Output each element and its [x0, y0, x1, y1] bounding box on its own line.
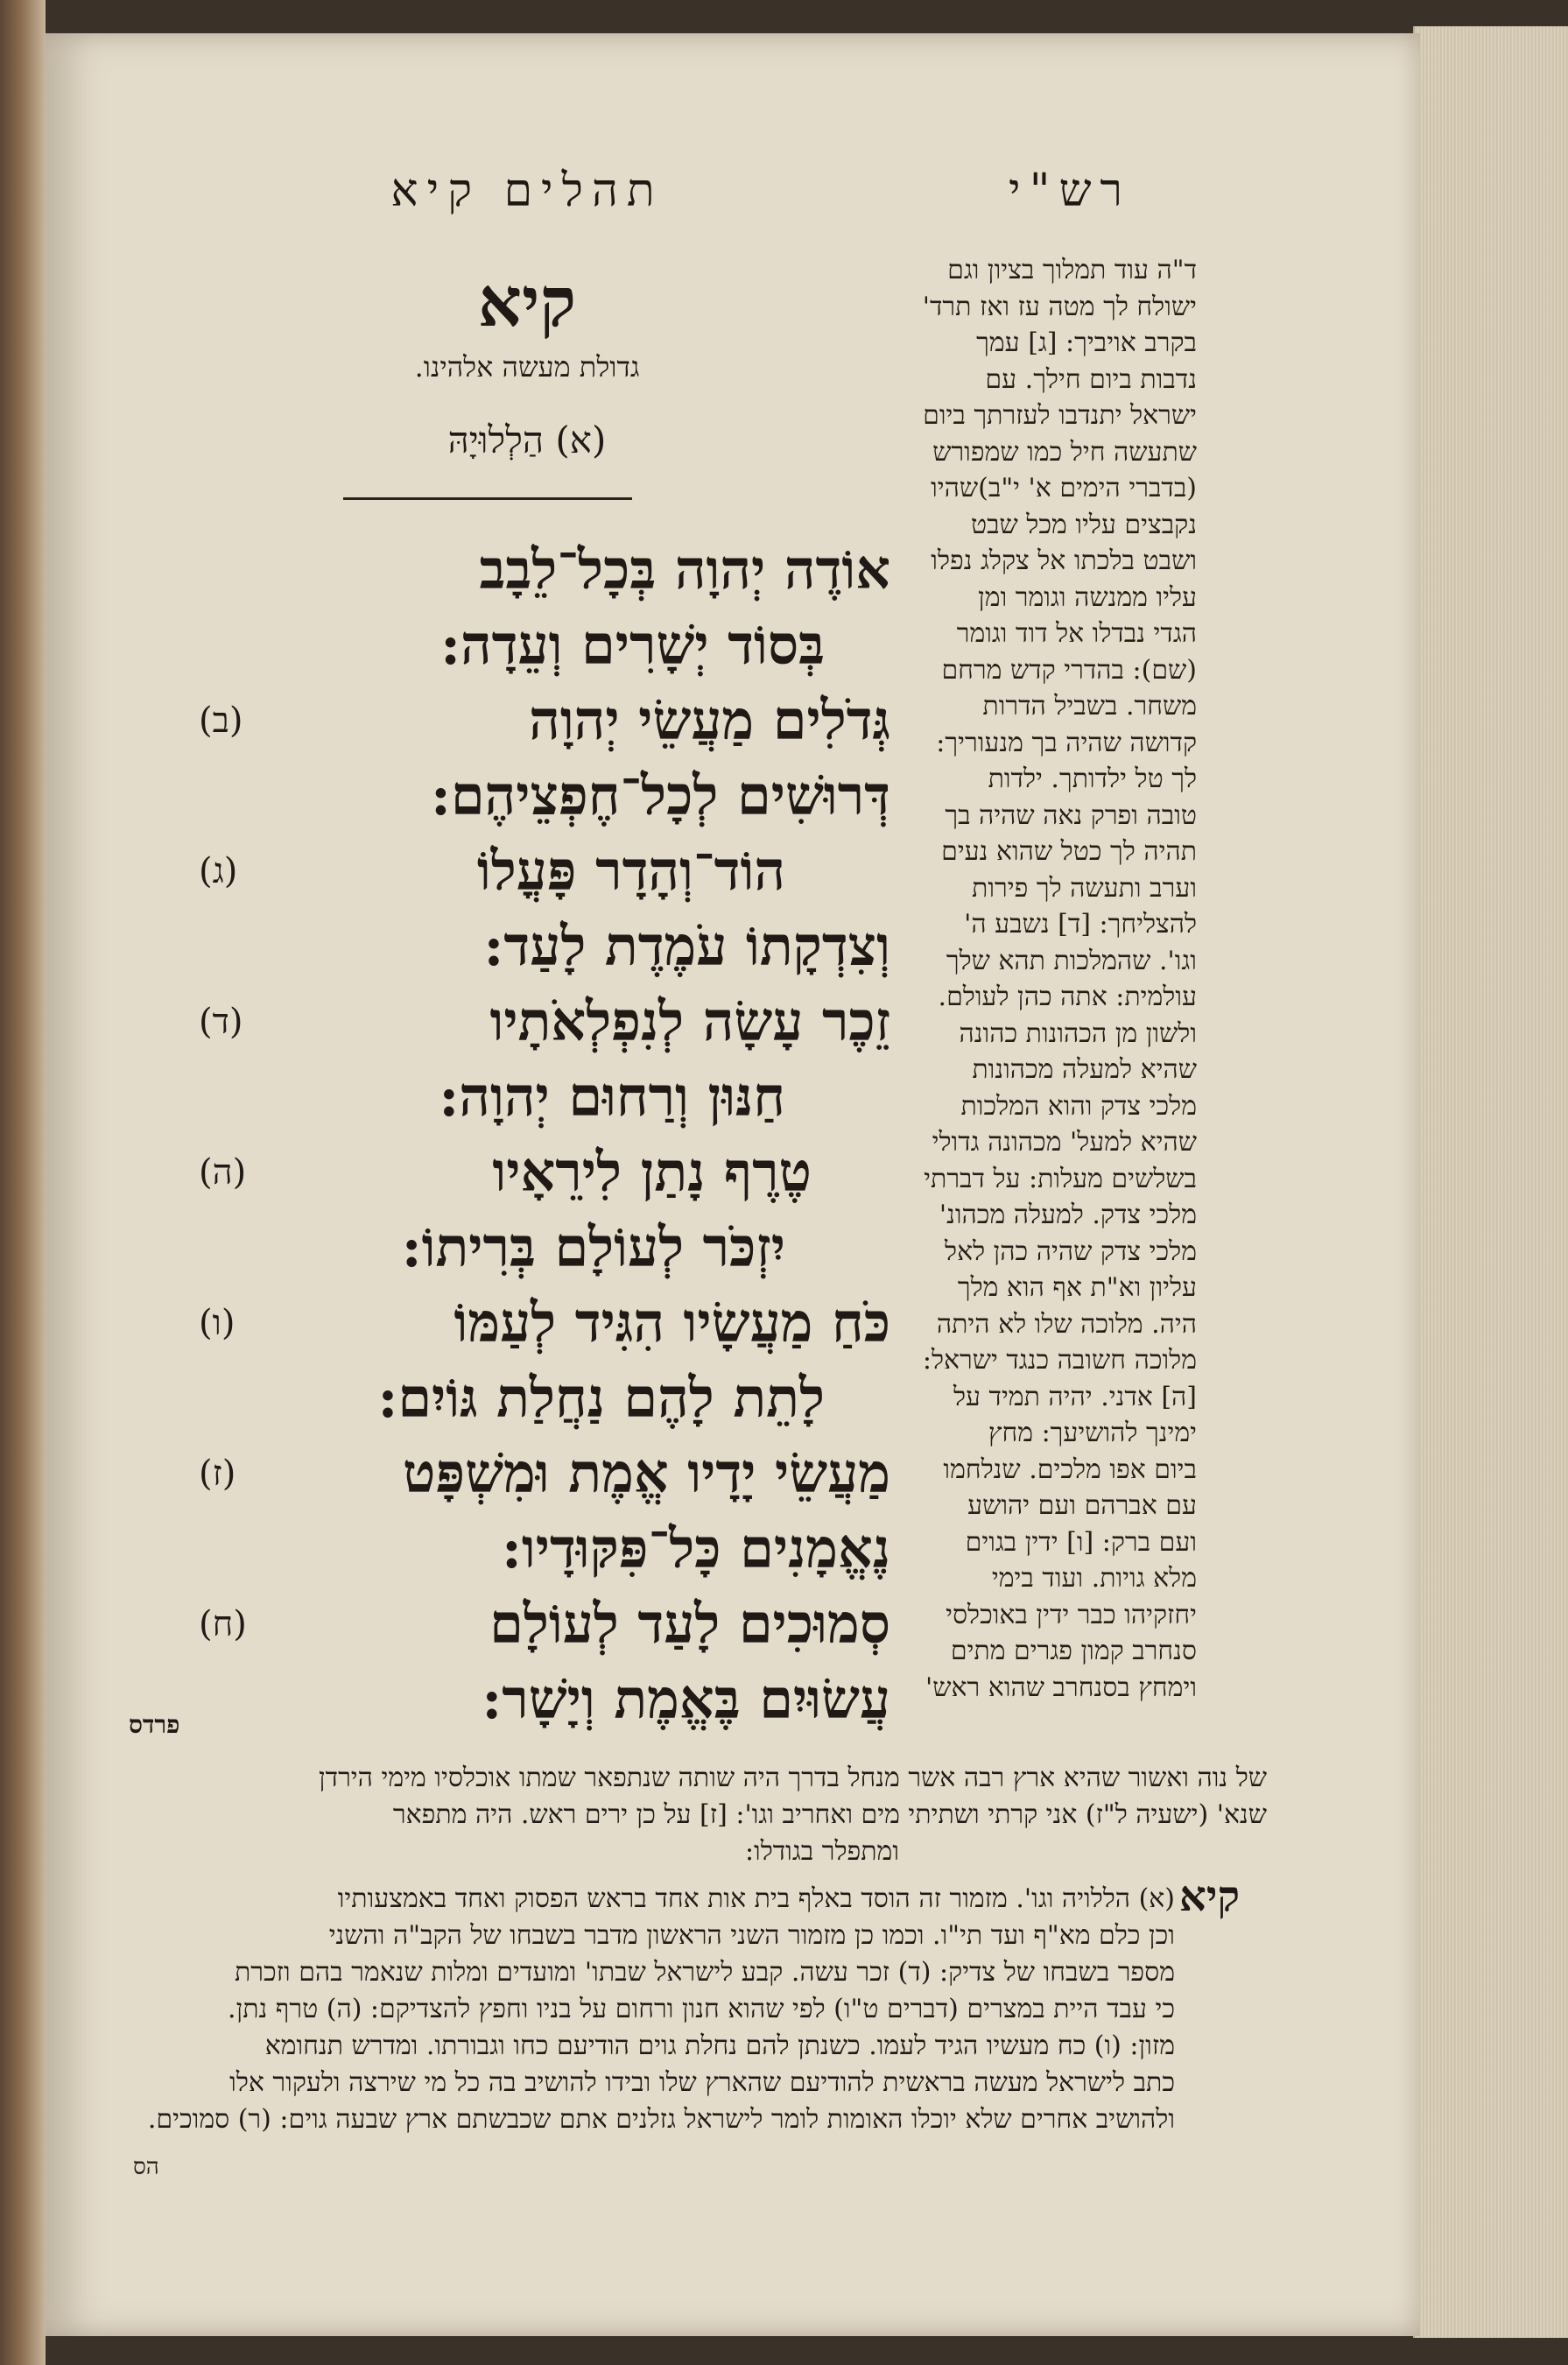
page-signature: הס	[133, 2154, 159, 2180]
verse-text: סְמוּכִים לָעַד לְעוֹלָם	[489, 1592, 890, 1656]
commentary-line: ועם ברק: [ו] ידין בגוים	[965, 1526, 1197, 1558]
verse-line	[199, 1285, 890, 1361]
verse-number: (ב)	[199, 700, 243, 741]
commentary-line: שתעשה חיל כמו שמפורש	[932, 436, 1197, 468]
commentary-line: מלכי צדק שהיה כהן לאל	[945, 1235, 1197, 1267]
commentary-line: ולהושיב אחרים שלא יוכלו האומות לומר לישראל גזלנים אתם שכבשתם ארץ שבעה גוים: (ר) סמוכים.	[147, 2104, 1175, 2135]
page-header-title: תהלים קיא	[390, 165, 664, 217]
verse-text: כֹּחַ מַעֲשָׂיו הִגִּיד לְעַמּוֹ	[454, 1291, 890, 1355]
commentary-line: היה. מלוכה שלו לא היתה	[936, 1308, 1197, 1340]
verse-number: (ז)	[199, 1453, 236, 1494]
commentary-line: מספר בשבחו של צדיק: (ד) זכר עשה. קבע לישראל שבתו' ומועדים ומלות שנאמר בהם וזכרת	[234, 1957, 1175, 1988]
commentary-line: (שם): בהדרי קדש מרחם	[941, 654, 1197, 686]
verse-line	[199, 683, 890, 758]
commentary-line: עליו ממנשה וגומר ומן	[978, 581, 1197, 613]
opening-word	[299, 419, 755, 462]
verse-line	[199, 909, 890, 984]
verse-line	[199, 532, 890, 608]
opening-text: הַלְלוּיָהּ	[447, 419, 545, 461]
verse-line	[199, 758, 890, 834]
verse-number: (ג)	[199, 851, 238, 891]
verse-line	[199, 608, 890, 683]
verse-text: חַנּוּן וְרַחוּם יְהוָה:	[439, 1065, 785, 1129]
commentary-line: עם אברהם ועם יהושע	[967, 1490, 1197, 1521]
verse-number: (ח)	[199, 1604, 247, 1644]
psalm-number: קיא	[477, 263, 577, 342]
verse-line	[199, 1511, 890, 1587]
commentary-line: [ה] אדני. יהיה תמיד על	[953, 1381, 1197, 1412]
verse-text: גְּדֹלִים מַעֲשֵׂי יְהוָה	[529, 688, 890, 752]
commentary-chapter-label: קיא	[1179, 1872, 1241, 1921]
page-edges	[1413, 26, 1568, 2338]
commentary-line: של נוה ואשור שהיא ארץ רבה אשר מנחל בדרך היה שותה שנתפאר שמתו אוכלסיו מימי הירדן	[319, 1763, 1267, 1793]
verse-line	[199, 1587, 890, 1662]
commentary-line: נקבצים עליו מכל שבט	[970, 509, 1197, 540]
commentary-line: טובה ופרק נאה שהיה בך	[945, 799, 1197, 831]
commentary-line: וימחץ בסנחרב שהוא ראש'	[925, 1672, 1197, 1703]
verse-block	[199, 532, 890, 1737]
commentary-line: עולמית: אתה כהן לעולם.	[938, 982, 1197, 1012]
verse-text: דְּרוּשִׁים לְכָל־חֶפְצֵיהֶם:	[430, 764, 890, 827]
verse-number: (ד)	[199, 1002, 243, 1042]
commentary-line: מלוכה חשובה כנגד ישראל:	[922, 1345, 1197, 1376]
commentary-line: ימינך להושיעך: מחץ	[988, 1418, 1197, 1448]
pardes-label: פרדס	[129, 1710, 180, 1739]
book-spine	[0, 0, 46, 2365]
commentary-line: ישולח לך מטה עז ואז תרד'	[922, 291, 1197, 322]
commentary-line: ומתפלר בגודלו:	[744, 1836, 899, 1867]
commentary-line: ביום אפו מלכים. שנלחמו	[943, 1453, 1197, 1485]
commentary-line: לך טל ילדותך. ילדות	[988, 764, 1197, 794]
commentary-line: תהיה לך כטל שהוא נעים	[941, 836, 1197, 867]
commentary-line: להצליחך: [ד] נשבע ה'	[964, 909, 1197, 940]
divider-rule	[343, 497, 632, 500]
verse-text: זֵכֶר עָשָׂה לְנִפְלְאֹתָיו	[489, 989, 890, 1053]
verse-line	[199, 1135, 890, 1210]
commentary-line: כי עבד היית במצרים (דברים ט"ו) לפי שהוא חנון ורחום על בניו וחפץ להצדיקם: (ה) טרף נתן.	[228, 1994, 1175, 2024]
verse-line	[199, 834, 890, 909]
verse-text: בְּסוֹד יְשָׁרִים וְעֵדָה:	[440, 613, 825, 677]
commentary-line: שנא' (ישעיה ל"ז) אני קרתי ושתיתי מים ואחריב וגו': [ז] על כן ירים ראש. היה מתפאר	[392, 1799, 1267, 1830]
verse-text: אוֹדֶה יְהוָה בְּכָל־לֵבָב	[479, 538, 890, 602]
commentary-line: (בדברי הימים א' י"ב)שהיו	[931, 473, 1197, 503]
verse-number: (ו)	[199, 1303, 236, 1343]
verse-text: הוֹד־וְהָדָר פָּעֳלוֹ	[476, 839, 785, 903]
commentary-line: מזון: (ו) כח מעשיו הגיד לעמו. כשנתן להם נחלת גוים הודיעם כחו וגבורתו. ומדרש תנחומא	[264, 2031, 1175, 2061]
commentary-line: שהיא למעלה מכהונות	[972, 1054, 1197, 1085]
commentary-line: נדבות ביום חילך. עם	[985, 363, 1197, 395]
verse-text: מַעֲשֵׂי יָדָיו אֱמֶת וּמִשְׁפָּט	[402, 1441, 890, 1505]
verse-number: (א)	[555, 419, 607, 461]
rashi-header: רש"י	[1009, 165, 1131, 217]
commentary-line: וערב ותעשה לך פירות	[972, 872, 1197, 904]
verse-text: וְצִדְקָתוֹ עֹמֶדֶת לָעַד:	[483, 914, 890, 978]
commentary-line: ד"ה עוד תמלוך בציון וגם	[947, 255, 1197, 285]
commentary-line: ולשון מן הכהונות כהונה	[959, 1017, 1197, 1049]
commentary-line: הגדי נבדלו אל דוד וגומר	[956, 618, 1197, 649]
verse-line	[199, 1210, 890, 1285]
verse-text: לָתֵת לָהֶם נַחֲלַת גּוֹיִם:	[377, 1366, 825, 1430]
verse-number: (ה)	[199, 1152, 247, 1193]
commentary-line: משחר. בשביל הדרות	[982, 691, 1197, 721]
metzudot-commentary	[129, 1881, 1175, 2138]
psalm-subtitle: גדולת מעשה אלהינו.	[414, 350, 640, 384]
commentary-line: עליון וא"ת אף הוא מלך	[957, 1272, 1197, 1303]
commentary-line: בשלשים מעלות: על דברתי	[924, 1163, 1197, 1194]
rashi-commentary	[908, 252, 1197, 1706]
verse-line	[199, 1662, 890, 1737]
verse-text: יִזְכֹּר לְעוֹלָם בְּרִיתוֹ:	[401, 1215, 785, 1279]
commentary-line: וכן כלם מא"ף ועד תי"ו. וכמו כן מזמור השני הראשון מדבר בשבחו של הקב"ה והשני	[328, 1920, 1175, 1951]
book-page	[46, 33, 1420, 2336]
commentary-line: כתב לישראל מעשה בראשית להודיעם שהארץ שלו ובידו להושיב בה כל מי שירצה ולעקור אלו	[229, 2067, 1175, 2098]
verse-line	[199, 1361, 890, 1436]
commentary-line: וגו'. שהמלכות תהא שלך	[946, 945, 1197, 976]
verse-line	[199, 984, 890, 1059]
verse-text: עֲשׂוּיִם בֶּאֱמֶת וְיָשָׁר:	[482, 1667, 890, 1731]
continued-commentary	[129, 1760, 1267, 1870]
commentary-line: מלא גויות. ועוד בימי	[991, 1563, 1197, 1594]
commentary-line: קדושה שהיה בך מנעוריך:	[936, 727, 1197, 758]
commentary-line: (א) הללויה וגו'. מזמור זה הוסד באלף בית אות אחד בראש הפסוק ואחד באמצעותיו	[337, 1883, 1175, 1914]
commentary-line: יחזקיהו כבר ידין באוכלסי	[946, 1599, 1197, 1630]
verse-text: נֶאֱמָנִים כָּל־פִּקּוּדָיו:	[501, 1517, 890, 1580]
commentary-line: מלכי צדק. למעלה מכהונ'	[939, 1200, 1197, 1230]
verse-line	[199, 1059, 890, 1135]
commentary-line: שהיא למעל' מכהונה גדולי	[932, 1127, 1197, 1158]
commentary-line: בקרב אויביך: [ג] עמך	[976, 327, 1197, 358]
commentary-line: ושבט בלכתו אל צקלג נפלו	[931, 545, 1197, 576]
verse-text: טֶרֶף נָתַן לִירֵאָיו	[492, 1140, 812, 1204]
commentary-line: ישראל יתנדבו לעזרתך ביום	[923, 400, 1197, 431]
verse-line	[199, 1436, 890, 1511]
commentary-line: סנחרב קמון פגרים מתים	[950, 1636, 1197, 1666]
commentary-line: מלכי צדק והוא המלכות	[960, 1090, 1197, 1122]
